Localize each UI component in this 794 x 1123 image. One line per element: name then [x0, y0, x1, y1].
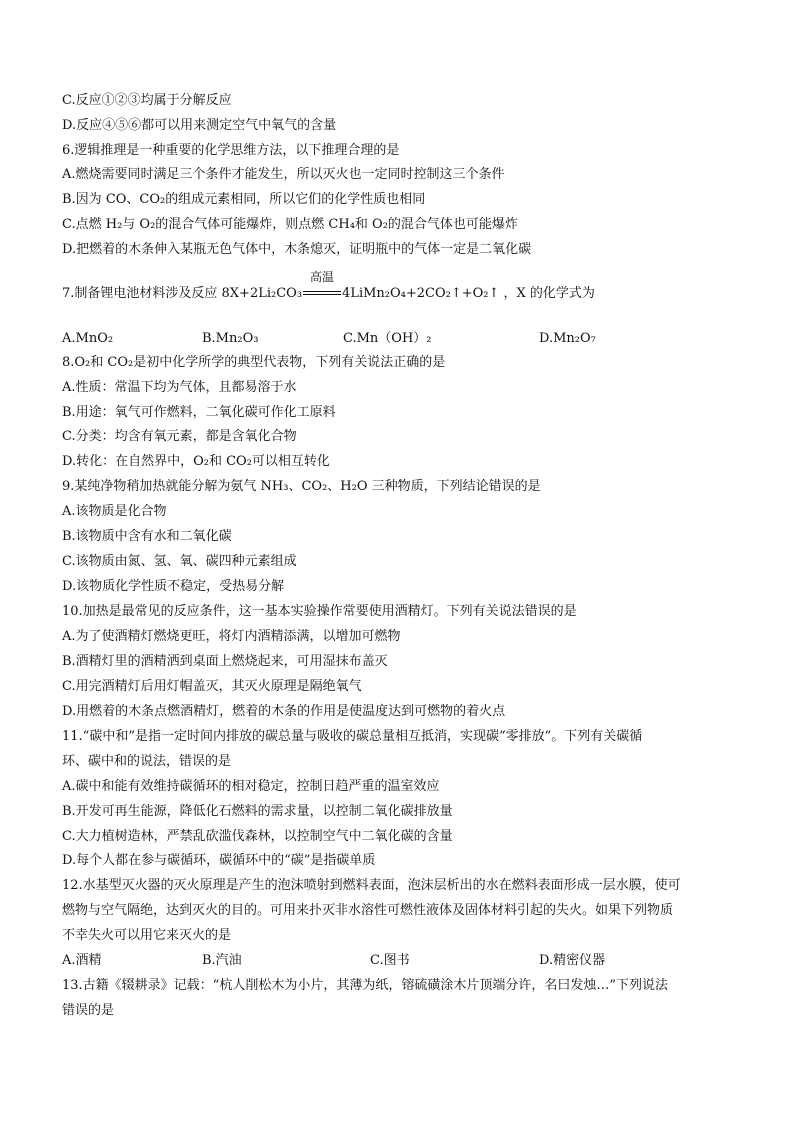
q12-stem-line1: 12.水基型灭火器的灭火原理是产生的泡沫喷射到燃料表面，泡沫层析出的水在燃料表面形成一层水膜，使可: [62, 878, 681, 893]
q7-option-b: B.Mn₂O₃: [202, 331, 259, 346]
q9-stem: 9.某纯净物稍加热就能分解为氨气 NH₃、CO₂、H₂O 三种物质，下列结论错误的是: [62, 479, 541, 494]
q10-option-c: C.用完酒精灯后用灯帽盖灭，其灭火原理是隔绝氧气: [62, 679, 362, 694]
q13-stem-line2: 错误的是: [62, 1003, 115, 1018]
q12-option-c: C.图书: [370, 953, 410, 968]
q6-stem: 6.逻辑推理是一种重要的化学思维方法，以下推理合理的是: [62, 143, 400, 158]
q5-option-d: D.反应④⑤⑥都可以用来测定空气中氧气的含量: [62, 118, 337, 133]
q7-option-d: D.Mn₂O₇: [539, 331, 596, 346]
q12-stem-line2: 燃物与空气隔绝，达到灭火的目的。可用来扑灭非水溶性可燃性液体及固体材料引起的失火。如果下列物质: [62, 903, 674, 918]
q11-option-c: C.大力植树造林，严禁乱砍滥伐森林，以控制空气中二氧化碳的含量: [62, 829, 453, 844]
q12-option-d: D.精密仪器: [539, 953, 606, 968]
q5-option-c: C.反应①②③均属于分解反应: [62, 93, 232, 108]
q9-option-c: C.该物质由氮、氢、氧、碳四种元素组成: [62, 554, 297, 569]
q6-option-c: C.点燃 H₂与 O₂的混合气体可能爆炸，则点燃 CH₄和 O₂的混合气体也可能爆炸: [62, 217, 518, 232]
q8-option-b: B.用途：氧气可作燃料，二氧化碳可作化工原料: [62, 405, 336, 420]
q6-option-a: A.燃烧需要同时满足三个条件才能发生，所以灭火也一定同时控制这三个条件: [62, 167, 505, 182]
q11-option-b: B.开发可再生能源，降低化石燃料的需求量，以控制二氧化碳排放量: [62, 804, 453, 819]
q11-option-a: A.碳中和能有效维持碳循环的相对稳定，控制日趋严重的温室效应: [62, 779, 440, 794]
q10-option-b: B.酒精灯里的酒精洒到桌面上燃烧起来，可用湿抹布盖灭: [62, 654, 388, 669]
q8-option-c: C.分类：均含有氧元素，都是含氧化合物: [62, 429, 297, 444]
q12-option-b: B.汽油: [202, 953, 242, 968]
q12-option-a: A.酒精: [62, 953, 102, 968]
q12-stem-line3: 不幸失火可以用它来灭火的是: [62, 928, 232, 943]
q8-option-d: D.转化：在自然界中，O₂和 CO₂可以相互转化: [62, 454, 330, 469]
q7-stem: [62, 270, 738, 303]
reaction-condition: [303, 270, 341, 297]
q6-option-d: D.把燃着的木条伸入某瓶无色气体中，木条熄灭，证明瓶中的气体一定是二氧化碳: [62, 242, 532, 257]
q7-stem-left: 7.制备锂电池材料涉及反应 8X+2Li₂CO₃: [62, 286, 303, 301]
equals-sign-icon: [303, 291, 341, 295]
q9-option-b: B.该物质中含有水和二氧化碳: [62, 529, 232, 544]
reaction-condition-label: 高温: [310, 270, 335, 284]
q9-option-d: D.该物质化学性质不稳定，受热易分解: [62, 579, 285, 594]
q7-stem-right: 4LiMn₂O₄+2CO₂↑+O₂↑ ，X 的化学式为: [342, 286, 595, 301]
q11-stem-line2: 环、碳中和的说法，错误的是: [62, 754, 232, 769]
q8-option-a: A.性质：常温下均为气体，且都易溶于水: [62, 380, 297, 395]
q7-option-c: C.Mn（OH）₂: [343, 331, 432, 346]
q13-stem-line1: 13.古籍《辍耕录》记载：“杭人削松木为小片，其薄为纸，镕硫磺涂木片顶端分许，名曰发烛…”下列说法: [62, 978, 668, 993]
q11-option-d: D.每个人都在参与碳循环，碳循环中的“碳”是指碳单质: [62, 853, 376, 868]
q8-stem: 8.O₂和 CO₂是初中化学所学的典型代表物，下列有关说法正确的是: [62, 355, 446, 370]
q9-option-a: A.该物质是化合物: [62, 504, 167, 519]
q10-option-a: A.为了使酒精灯燃烧更旺，将灯内酒精添满，以增加可燃物: [62, 629, 401, 644]
q6-option-b: B.因为 CO、CO₂的组成元素相同，所以它们的化学性质也相同: [62, 192, 426, 207]
q7-option-a: A.MnO₂: [62, 331, 114, 346]
q11-stem-line1: 11.“碳中和”是指一定时间内排放的碳总量与吸收的碳总量相互抵消，实现碳“零排放”。下列有关碳循: [62, 729, 643, 744]
q10-option-d: D.用燃着的木条点燃酒精灯，燃着的木条的作用是使温度达到可燃物的着火点: [62, 704, 506, 719]
q10-stem: 10.加热是最常见的反应条件，这一基本实验操作常要使用酒精灯。下列有关说法错误的是: [62, 604, 577, 619]
